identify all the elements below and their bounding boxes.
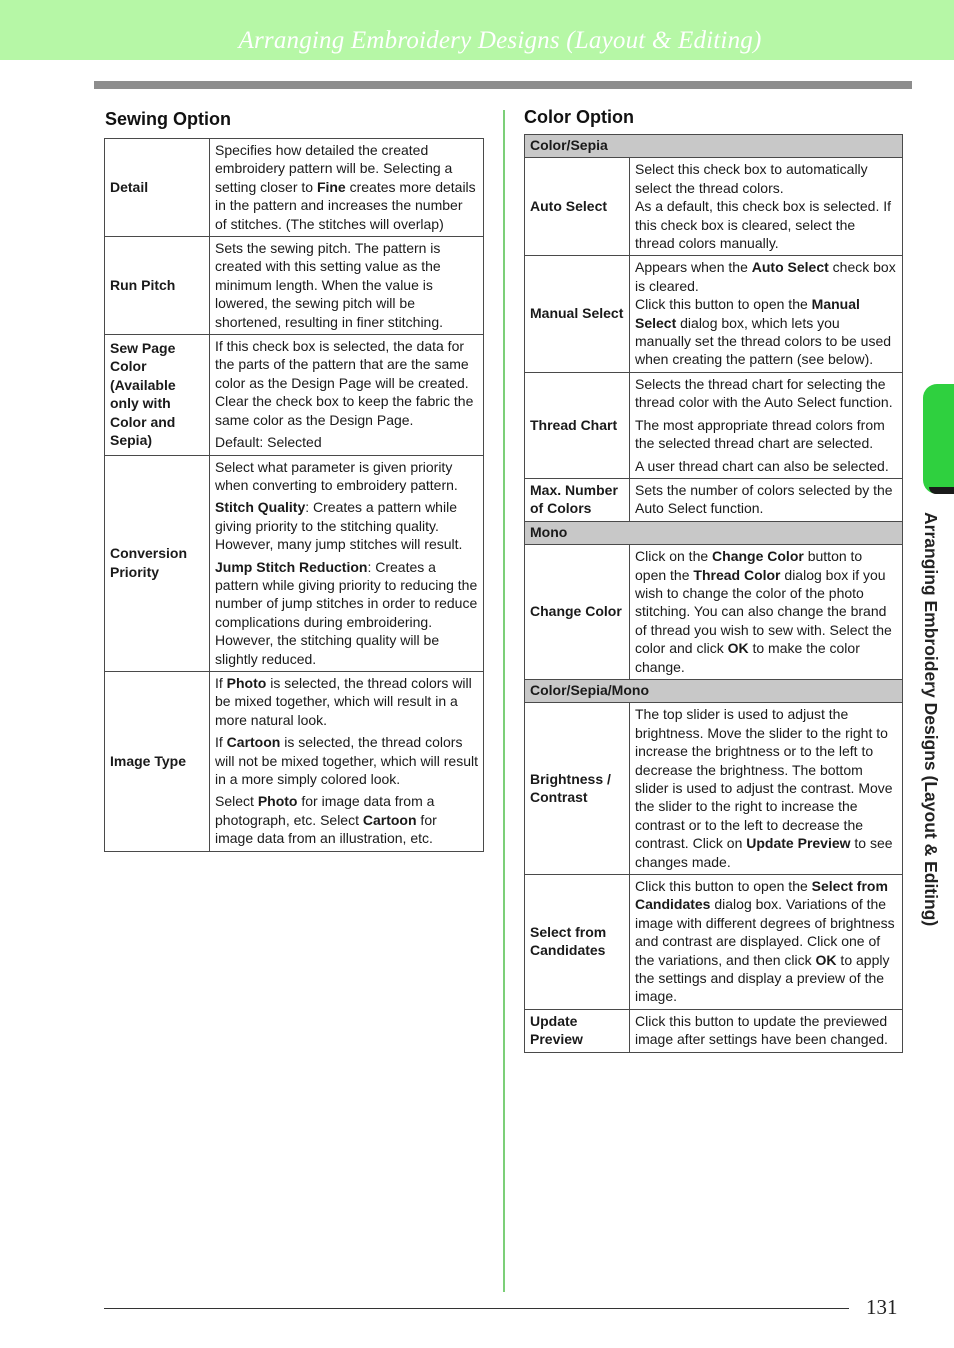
description-paragraph: Selects the thread chart for selecting the thread color with the Auto Select function.: [635, 375, 893, 411]
description-paragraph: If Photo is selected, the thread colors will be mixed together, which will result in a more natural look.: [215, 674, 472, 728]
option-description: [630, 158, 903, 256]
option-label: Detail: [105, 139, 210, 237]
option-label: Image Type: [105, 671, 210, 851]
option-label: Brightness / Contrast: [525, 703, 630, 875]
option-label: Change Color: [525, 545, 630, 680]
option-description: [630, 875, 903, 1010]
table-row: [525, 158, 903, 256]
option-description: [210, 335, 484, 455]
description-paragraph: Select Photo for image data from a photograph, etc. Select Cartoon for image data from an illustration, etc.: [215, 793, 437, 847]
option-description: [210, 237, 484, 335]
table-row: [525, 372, 903, 478]
option-label: Run Pitch: [105, 237, 210, 335]
chapter-title: Arranging Embroidery Designs (Layout & Editing): [238, 27, 762, 54]
option-description: [210, 671, 484, 851]
description-paragraph: Appears when the Auto Select check box is cleared. Click this button to open the Manual Select dialog box, which lets you manually set the thread colors to be used when creating the pattern (see below).: [635, 259, 896, 368]
option-label: Update Preview: [525, 1009, 630, 1052]
header-rule: [94, 81, 912, 89]
description-paragraph: Select this check box to automatically select the thread colors. As a default, this check box is selected. If this check box is cleared, select the thread colors manually.: [635, 161, 892, 252]
color-option-heading: Color Option: [524, 107, 634, 127]
group-heading: Color/Sepia: [525, 135, 903, 158]
column-divider: [503, 110, 505, 1292]
description-paragraph: A user thread chart can also be selected.: [635, 457, 889, 474]
color-group-row: [525, 679, 903, 702]
table-row: [105, 335, 484, 455]
table-row: [525, 703, 903, 875]
table-row: [105, 139, 484, 237]
footer-rule: [104, 1308, 849, 1309]
table-row: [105, 237, 484, 335]
option-label: Manual Select: [525, 256, 630, 372]
option-description: [630, 703, 903, 875]
description-paragraph: Click this button to update the previewed image after settings have been changed.: [635, 1012, 888, 1048]
side-chapter-title: Arranging Embroidery Designs (Layout & Editing): [921, 512, 941, 927]
sewing-option-heading: Sewing Option: [105, 109, 231, 129]
description-paragraph: Default: Selected: [215, 434, 322, 451]
option-description: [210, 455, 484, 671]
option-description: [630, 545, 903, 680]
table-row: [525, 256, 903, 372]
sewing-option-table: [104, 138, 484, 852]
option-label: Sew Page Color (Available only with Color and Sepia): [105, 335, 210, 455]
table-row: [105, 455, 484, 671]
description-paragraph: Specifies how detailed the created embroidery pattern will be. Selecting a setting closer to Fine creates more details in the pattern and increases the number of stitches. (The stitches will overlap): [215, 142, 476, 232]
option-label: Auto Select: [525, 158, 630, 256]
color-group-row: [525, 135, 903, 158]
table-row: [525, 545, 903, 680]
header-band: [0, 0, 954, 60]
group-heading: Mono: [525, 521, 903, 544]
color-group-row: [525, 521, 903, 544]
option-description: [630, 256, 903, 372]
description-paragraph: The top slider is used to adjust the brightness. Move the slider to the right to increase the brightness or to the left to decrease the brightness. The bottom slider is used to adjust the contrast. Move the slider to the right to increase the contrast or to the left to decrease the contrast. Click on Update Preview to see changes made.: [635, 706, 893, 870]
description-paragraph: If this check box is selected, the data for the parts of the pattern that are the same color as the Design Page will be created. Clear the check box to keep the fabric the same color as the Design Page.: [215, 338, 474, 428]
description-paragraph: Sets the number of colors selected by the Auto Select function.: [635, 481, 893, 517]
option-description: [630, 372, 903, 478]
description-paragraph: Select what parameter is given priority when converting to embroidery pattern.: [215, 458, 458, 493]
option-label: Thread Chart: [525, 372, 630, 478]
chapter-side-tab: [923, 384, 954, 494]
page-number: 131: [866, 1295, 898, 1319]
description-paragraph: Click this button to open the Select from Candidates dialog box. Variations of the image with different degrees of brightness and contrast are displayed. Click one of the variations, and then click OK to apply the settings and display a preview of the image.: [635, 878, 895, 1005]
sewing-option-rows: [105, 139, 484, 852]
option-description: [630, 1009, 903, 1052]
description-paragraph: Sets the sewing pitch. The pattern is created with this setting value as the minimum length. When the value is lowered, the sewing pitch will be shortened, resulting in finer stitching.: [215, 240, 444, 330]
table-row: [525, 1009, 903, 1052]
description-paragraph: Click on the Change Color button to open the Thread Color dialog box if you wish to change the color of the photo stitching. You can also change the brand of thread you wish to sew with. Select the color and click OK to make the color change.: [635, 548, 892, 675]
table-row: [525, 478, 903, 521]
description-paragraph: Jump Stitch Reduction: Creates a pattern while giving priority to reducing the number of jump stitches in order to reduce complications during embroidering. However, the stitching quality will be slightly reduced.: [215, 558, 478, 667]
table-row: [525, 875, 903, 1010]
option-label: Max. Number of Colors: [525, 478, 630, 521]
option-label: Select from Candidates: [525, 875, 630, 1010]
color-option-rows: [525, 135, 903, 1053]
option-label: Conversion Priority: [105, 455, 210, 671]
option-description: [210, 139, 484, 237]
table-row: [105, 671, 484, 851]
option-description: [630, 478, 903, 521]
description-paragraph: The most appropriate thread colors from the selected thread chart are selected.: [635, 416, 885, 452]
group-heading: Color/Sepia/Mono: [525, 679, 903, 702]
chapter-side-tab-shadow: [929, 487, 954, 494]
color-option-table: [524, 134, 903, 1053]
description-paragraph: Stitch Quality: Creates a pattern while giving priority to the stitching quality. However, many jump stitches will result.: [215, 499, 463, 553]
description-paragraph: If Cartoon is selected, the thread colors will not be mixed together, which will result in a more simply colored look.: [215, 734, 479, 787]
